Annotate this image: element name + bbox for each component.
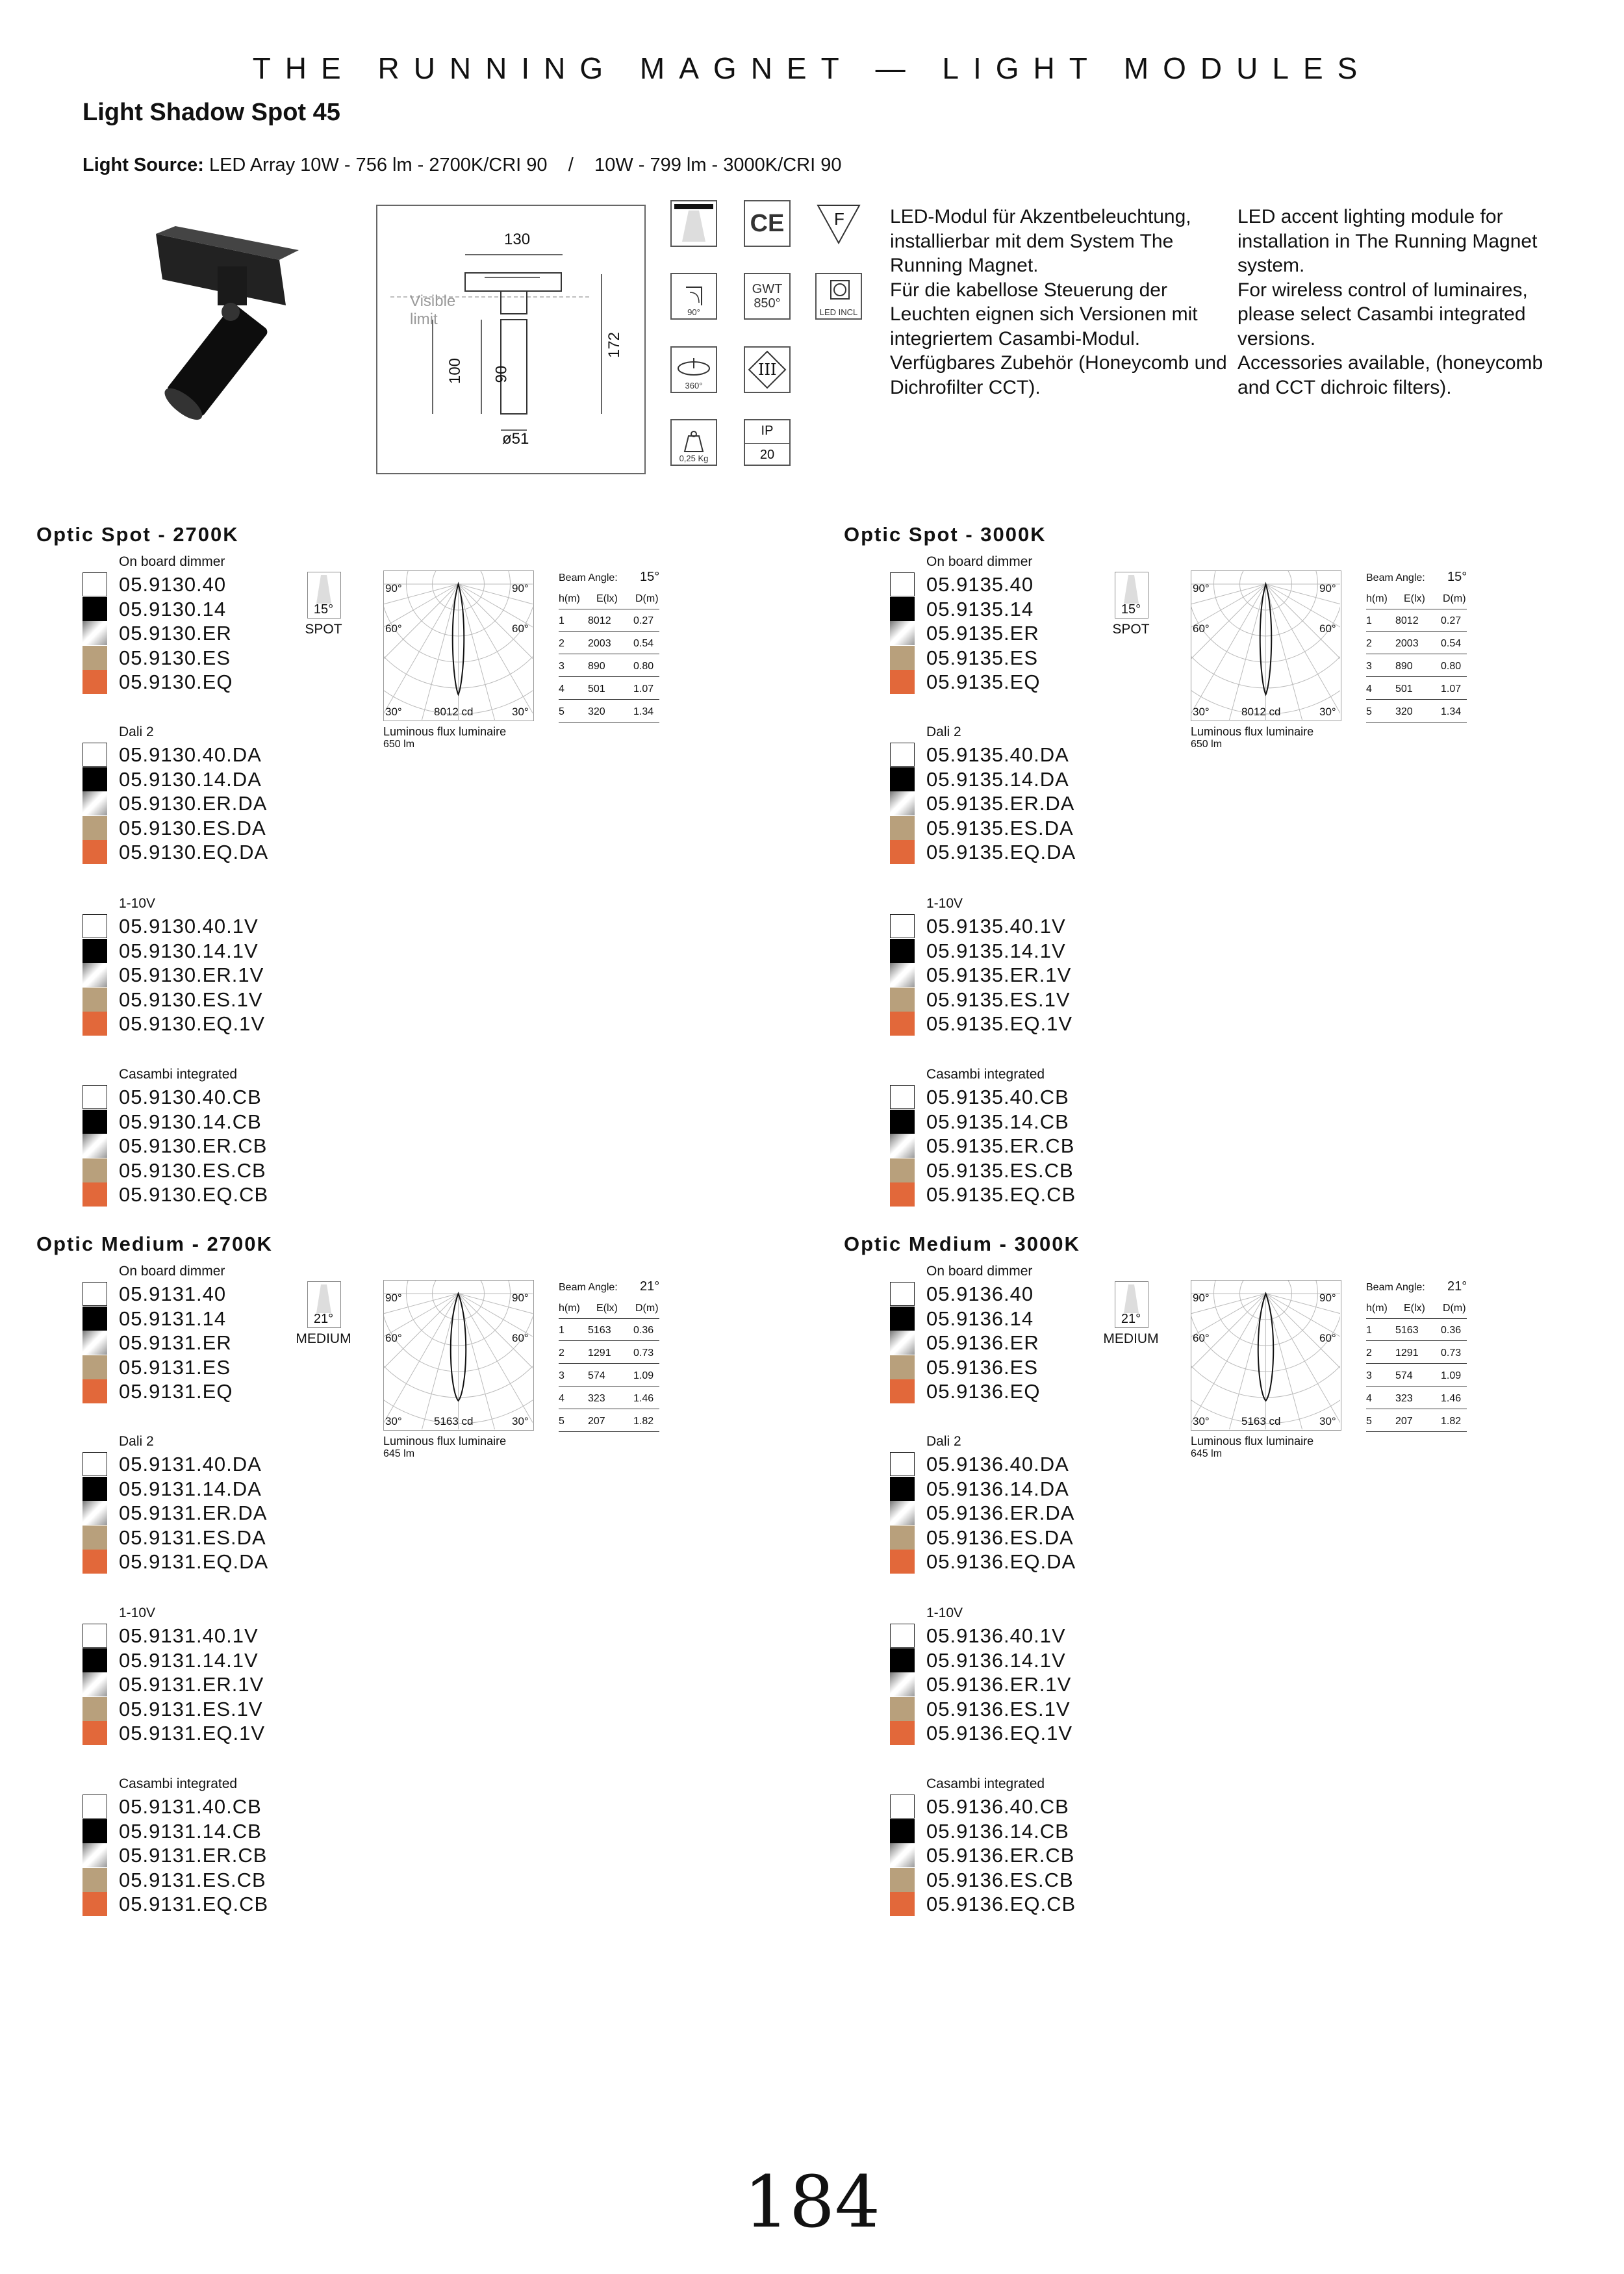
product-code: 05.9130.ES.DA <box>119 816 266 839</box>
product-code: 05.9131.40.1V <box>119 1624 259 1647</box>
beam-type: MEDIUM <box>296 1331 351 1346</box>
finish-swatch <box>82 597 107 621</box>
table-row: 3 890 0.80 <box>559 658 659 677</box>
finish-swatch <box>890 988 915 1012</box>
table-row: 2 1291 0.73 <box>559 1345 659 1364</box>
finish-swatch <box>890 621 915 645</box>
finish-swatch <box>890 1843 915 1867</box>
finish-swatch <box>890 1892 915 1916</box>
finish-swatch <box>890 597 915 621</box>
product-code: 05.9135.EQ.1V <box>926 1012 1072 1035</box>
beam-angle-value: 15° <box>1447 570 1467 584</box>
group-label: Dali 2 <box>926 724 961 739</box>
product-code: 05.9131.14.1V <box>119 1648 259 1672</box>
product-section <box>0 1233 754 1941</box>
beam-angle-value: 21° <box>640 1279 660 1294</box>
product-code: 05.9135.ER.1V <box>926 964 1072 986</box>
illuminance-table <box>1366 567 1470 723</box>
product-code: 05.9130.EQ.1V <box>119 1012 265 1035</box>
table-header-row: h(m) E(lx) D(m) <box>1366 591 1467 609</box>
product-code: 05.9135.14 <box>926 597 1034 620</box>
product-code: 05.9136.EQ.1V <box>926 1722 1072 1744</box>
finish-swatch <box>890 646 915 670</box>
finish-swatch <box>82 1355 107 1379</box>
dim-diameter: ø51 <box>502 430 529 448</box>
dim-172: 172 <box>605 331 624 359</box>
finish-swatch <box>890 939 915 963</box>
group-label: Casambi integrated <box>926 1067 1045 1082</box>
table-header-row: h(m) E(lx) D(m) <box>559 1300 659 1319</box>
product-code: 05.9136.ER.CB <box>926 1844 1075 1867</box>
table-row: 3 890 0.80 <box>1366 658 1467 677</box>
finish-swatch <box>890 1697 915 1721</box>
polar-label: 30° <box>512 1415 529 1427</box>
polar-label: 60° <box>512 1332 529 1344</box>
table-row: 1 8012 0.27 <box>1366 613 1467 632</box>
luminous-flux-label: Luminous flux luminaire <box>1191 1435 1314 1448</box>
polar-label: 30° <box>512 706 529 718</box>
table-row: 1 8012 0.27 <box>559 613 659 632</box>
product-code: 05.9136.40.1V <box>926 1624 1066 1647</box>
group-label: Dali 2 <box>926 1434 961 1449</box>
table-row: 1 5163 0.36 <box>1366 1322 1467 1341</box>
beam-angle-value: 21° <box>313 1312 334 1326</box>
table-header-row: h(m) E(lx) D(m) <box>1366 1300 1467 1319</box>
product-code: 05.9131.14 <box>119 1307 227 1330</box>
beam-type: SPOT <box>1112 622 1150 637</box>
luminous-flux-label: Luminous flux luminaire <box>383 725 507 738</box>
product-code: 05.9136.ES.CB <box>926 1868 1074 1891</box>
finish-swatch <box>890 1550 915 1574</box>
beam-angle-label: Beam Angle: <box>559 572 618 583</box>
product-section <box>807 523 1561 1231</box>
finish-swatch <box>890 1355 915 1379</box>
product-code: 05.9135.ES.1V <box>926 988 1071 1011</box>
finish-swatch <box>82 1012 107 1036</box>
beam-type: MEDIUM <box>1103 1331 1159 1346</box>
product-code: 05.9136.14 <box>926 1307 1034 1330</box>
table-header-row: h(m) E(lx) D(m) <box>559 591 659 609</box>
product-code: 05.9130.ES <box>119 646 231 669</box>
finish-swatch <box>82 791 107 815</box>
polar-label: 30° <box>1193 706 1210 718</box>
finish-swatch <box>82 1452 107 1476</box>
finish-swatch <box>82 670 107 694</box>
product-code: 05.9131.40.DA <box>119 1453 262 1476</box>
group-label: On board dimmer <box>926 554 1033 569</box>
finish-swatch <box>82 1134 107 1158</box>
table-row: 3 574 1.09 <box>559 1368 659 1386</box>
luminous-flux-label: Luminous flux luminaire <box>383 1435 507 1448</box>
finish-swatch <box>890 914 915 938</box>
product-code: 05.9136.40.CB <box>926 1795 1069 1818</box>
polar-label: 30° <box>1193 1415 1210 1427</box>
table-row: 4 501 1.07 <box>559 681 659 700</box>
product-code: 05.9135.14.CB <box>926 1110 1069 1133</box>
ce-mark-icon: CE <box>744 200 791 247</box>
polar-label: 90° <box>1319 1292 1336 1304</box>
polar-cd: 5163 cd <box>1241 1415 1281 1427</box>
product-code: 05.9135.ER.CB <box>926 1134 1075 1157</box>
polar-label: 90° <box>1319 582 1336 594</box>
finish-swatch <box>82 1624 107 1648</box>
product-code: 05.9131.14.CB <box>119 1819 262 1843</box>
f-mark-icon: F <box>815 200 862 247</box>
polar-label: 90° <box>512 582 529 594</box>
finish-swatch <box>890 1672 915 1696</box>
finish-swatch <box>890 1721 915 1745</box>
finish-swatch <box>890 1158 915 1182</box>
finish-swatch <box>890 1624 915 1648</box>
finish-swatch <box>82 939 107 963</box>
finish-swatch <box>82 1892 107 1916</box>
finish-swatch <box>82 988 107 1012</box>
illuminance-table <box>1366 1277 1470 1433</box>
product-code: 05.9130.ER.1V <box>119 964 264 986</box>
finish-swatch <box>82 1182 107 1207</box>
product-code: 05.9135.ER <box>926 622 1039 645</box>
polar-label: 60° <box>512 622 529 635</box>
finish-swatch <box>82 1282 107 1306</box>
product-code: 05.9131.ER <box>119 1331 232 1354</box>
group-label: Casambi integrated <box>926 1776 1045 1791</box>
finish-swatch <box>890 1085 915 1109</box>
product-code: 05.9136.ER.DA <box>926 1501 1075 1524</box>
table-row: 5 207 1.82 <box>1366 1413 1467 1432</box>
finish-swatch <box>82 1795 107 1819</box>
finish-swatch <box>890 1648 915 1672</box>
finish-swatch <box>82 767 107 791</box>
finish-swatch <box>890 816 915 840</box>
product-code: 05.9136.14.1V <box>926 1648 1066 1672</box>
section-title: Optic Spot - 3000K <box>844 523 1047 546</box>
polar-label: 30° <box>1319 1415 1336 1427</box>
product-code: 05.9136.14.DA <box>926 1477 1069 1500</box>
product-name: Light Shadow Spot 45 <box>82 99 340 126</box>
beam-angle-label: Beam Angle: <box>1366 572 1425 583</box>
finish-swatch <box>82 1697 107 1721</box>
product-code: 05.9130.40 <box>119 573 227 596</box>
product-code: 05.9130.14.DA <box>119 767 262 791</box>
product-code: 05.9135.EQ.DA <box>926 841 1076 863</box>
product-code: 05.9131.EQ.CB <box>119 1893 269 1915</box>
product-code: 05.9130.EQ.DA <box>119 841 269 863</box>
finish-swatch <box>82 1110 107 1134</box>
description-de: LED-Modul für Akzentbeleuchtung, installierbar mit dem System The Running Magnet. Für die kabellose Steuerung der Leuchten eignen sich Versionen mit integriertem Casambi-Modul. Verfügbares Zubehör (Honeycomb und Dichrofilter CCT). <box>890 206 1227 398</box>
product-code: 05.9136.ES <box>926 1355 1039 1379</box>
finish-swatch <box>82 1085 107 1109</box>
polar-label: 90° <box>385 1292 402 1304</box>
polar-label: 90° <box>1193 582 1210 594</box>
product-code: 05.9130.14.CB <box>119 1110 262 1133</box>
page-title: THE RUNNING MAGNET — LIGHT MODULES <box>252 51 1372 85</box>
group-label: Dali 2 <box>119 1434 154 1449</box>
finish-swatch <box>82 1672 107 1696</box>
product-code: 05.9130.ER.DA <box>119 792 268 815</box>
tilt-90-icon: 90° <box>670 273 717 320</box>
table-row: 2 1291 0.73 <box>1366 1345 1467 1364</box>
finish-swatch <box>890 1477 915 1501</box>
group-label: On board dimmer <box>119 554 225 569</box>
light-source-value: LED Array 10W - 756 lm - 2700K/CRI 90 / 10W - 799 lm - 3000K/CRI 90 <box>203 155 842 175</box>
table-row: 2 2003 0.54 <box>559 635 659 654</box>
product-code: 05.9131.ES <box>119 1355 231 1379</box>
beam-angle-value: 15° <box>640 570 660 584</box>
gwt-850-icon: GWT 850° <box>744 273 791 320</box>
product-code: 05.9135.ES.CB <box>926 1158 1074 1182</box>
section-title: Optic Medium - 2700K <box>36 1233 273 1255</box>
product-code: 05.9130.40.CB <box>119 1086 262 1108</box>
luminous-flux-value: 650 lm <box>383 739 415 750</box>
group-label: On board dimmer <box>119 1264 225 1279</box>
finish-swatch <box>890 1868 915 1892</box>
class-iii-icon: III <box>744 346 791 393</box>
dimension-drawing <box>376 205 646 474</box>
finish-swatch <box>890 1331 915 1355</box>
product-code: 05.9131.ES.DA <box>119 1526 266 1549</box>
product-code: 05.9136.40.DA <box>926 1453 1069 1476</box>
product-code: 05.9131.40 <box>119 1283 227 1305</box>
polar-label: 90° <box>512 1292 529 1304</box>
product-code: 05.9131.ER.DA <box>119 1501 268 1524</box>
product-code: 05.9135.40 <box>926 573 1034 596</box>
product-code: 05.9131.40.CB <box>119 1795 262 1818</box>
beam-angle-value: 21° <box>1121 1312 1141 1326</box>
polar-label: 90° <box>1193 1292 1210 1304</box>
finish-swatch <box>82 1843 107 1867</box>
product-section <box>807 1233 1561 1941</box>
finish-swatch <box>82 572 107 596</box>
product-code: 05.9130.ES.CB <box>119 1158 266 1182</box>
table-row: 1 5163 0.36 <box>559 1322 659 1341</box>
finish-swatch <box>890 670 915 694</box>
weight-icon: 0,25 Kg <box>670 419 717 466</box>
beam-angle-label: Beam Angle: <box>1366 1282 1425 1293</box>
product-section <box>0 523 754 1231</box>
finish-swatch <box>890 1182 915 1207</box>
dim-90: 90 <box>492 365 511 383</box>
polar-cd: 8012 cd <box>1241 706 1281 718</box>
product-code: 05.9131.EQ <box>119 1380 233 1403</box>
product-code: 05.9136.ES.DA <box>926 1526 1074 1549</box>
product-code: 05.9130.ER.CB <box>119 1134 268 1157</box>
dim-width: 130 <box>504 231 531 248</box>
finish-swatch <box>890 963 915 987</box>
product-code: 05.9131.14.DA <box>119 1477 262 1500</box>
track-light-icon <box>670 200 717 247</box>
product-code: 05.9131.EQ.1V <box>119 1722 265 1744</box>
light-source <box>82 155 841 176</box>
group-label: 1-10V <box>926 1605 963 1620</box>
page-number: 184 <box>744 2160 880 2243</box>
finish-swatch <box>890 1819 915 1843</box>
finish-swatch <box>890 1307 915 1331</box>
illuminance-table <box>559 1277 663 1433</box>
polar-label: 30° <box>385 706 402 718</box>
polar-label: 60° <box>385 622 402 635</box>
finish-swatch <box>82 1648 107 1672</box>
finish-swatch <box>82 1868 107 1892</box>
product-code: 05.9130.40.1V <box>119 915 259 938</box>
finish-swatch <box>890 1110 915 1134</box>
luminous-flux-value: 650 lm <box>1191 739 1223 750</box>
polar-label: 60° <box>385 1332 402 1344</box>
product-code: 05.9136.ES.1V <box>926 1697 1071 1720</box>
section-title: Optic Spot - 2700K <box>36 523 239 546</box>
finish-swatch <box>82 1721 107 1745</box>
table-row: 4 323 1.46 <box>559 1390 659 1409</box>
product-code: 05.9136.ER <box>926 1331 1039 1354</box>
table-row: 4 501 1.07 <box>1366 681 1467 700</box>
finish-swatch <box>890 1795 915 1819</box>
product-code: 05.9135.40.1V <box>926 915 1066 938</box>
product-code: 05.9136.ER.1V <box>926 1673 1072 1696</box>
finish-swatch <box>890 1134 915 1158</box>
finish-swatch <box>890 840 915 864</box>
product-code: 05.9130.EQ.CB <box>119 1183 269 1206</box>
polar-label: 60° <box>1193 622 1210 635</box>
group-label: 1-10V <box>926 896 963 911</box>
group-label: Casambi integrated <box>119 1067 238 1082</box>
product-code: 05.9135.EQ <box>926 671 1041 693</box>
finish-swatch <box>82 1819 107 1843</box>
table-row: 3 574 1.09 <box>1366 1368 1467 1386</box>
table-row: 5 207 1.82 <box>559 1413 659 1432</box>
product-code: 05.9130.14.1V <box>119 939 259 962</box>
product-code: 05.9136.EQ <box>926 1380 1041 1403</box>
section-title: Optic Medium - 3000K <box>844 1233 1080 1255</box>
finish-swatch <box>82 1550 107 1574</box>
luminous-flux-value: 645 lm <box>1191 1448 1223 1459</box>
ip-rating-icon: IP 20 <box>744 419 791 466</box>
finish-swatch <box>82 1526 107 1550</box>
product-code: 05.9135.14.1V <box>926 939 1066 962</box>
product-code: 05.9130.40.DA <box>119 743 262 766</box>
beam-angle-value: 15° <box>1121 602 1141 617</box>
rotate-360-icon: 360° <box>670 346 717 393</box>
finish-swatch <box>82 743 107 767</box>
finish-swatch <box>82 1307 107 1331</box>
visible-limit-label: Visible limit <box>410 292 456 328</box>
finish-swatch <box>82 1477 107 1501</box>
product-code: 05.9131.ER.1V <box>119 1673 264 1696</box>
table-row: 5 320 1.34 <box>559 704 659 722</box>
polar-cd: 8012 cd <box>434 706 474 718</box>
group-label: Dali 2 <box>119 724 154 739</box>
polar-label: 60° <box>1319 1332 1336 1344</box>
finish-swatch <box>890 791 915 815</box>
product-code: 05.9130.EQ <box>119 671 233 693</box>
led-incl-icon: LED INCL <box>815 273 862 320</box>
finish-swatch <box>82 646 107 670</box>
group-label: 1-10V <box>119 1605 156 1620</box>
finish-swatch <box>890 1526 915 1550</box>
product-code: 05.9136.14.CB <box>926 1819 1069 1843</box>
finish-swatch <box>82 1158 107 1182</box>
finish-swatch <box>82 816 107 840</box>
polar-cd: 5163 cd <box>434 1415 474 1427</box>
group-label: Casambi integrated <box>119 1776 238 1791</box>
polar-label: 60° <box>1193 1332 1210 1344</box>
product-code: 05.9136.40 <box>926 1283 1034 1305</box>
polar-label: 30° <box>1319 706 1336 718</box>
product-code: 05.9130.ES.1V <box>119 988 263 1011</box>
product-photo <box>130 221 312 442</box>
beam-type: SPOT <box>305 622 342 637</box>
product-code: 05.9135.ER.DA <box>926 792 1075 815</box>
polar-label: 60° <box>1319 622 1336 635</box>
luminous-flux-value: 645 lm <box>383 1448 415 1459</box>
polar-label: 30° <box>385 1415 402 1427</box>
finish-swatch <box>82 1501 107 1525</box>
finish-swatch <box>890 1282 915 1306</box>
beam-angle-value: 21° <box>1447 1279 1467 1294</box>
table-row: 4 323 1.46 <box>1366 1390 1467 1409</box>
product-code: 05.9136.EQ.CB <box>926 1893 1076 1915</box>
product-code: 05.9130.ER <box>119 622 232 645</box>
finish-swatch <box>890 572 915 596</box>
product-code: 05.9135.40.DA <box>926 743 1069 766</box>
product-code: 05.9130.14 <box>119 597 227 620</box>
finish-swatch <box>82 914 107 938</box>
product-code: 05.9135.ES.DA <box>926 816 1074 839</box>
product-code: 05.9131.ES.CB <box>119 1868 266 1891</box>
finish-swatch <box>82 1379 107 1403</box>
finish-swatch <box>890 743 915 767</box>
product-code: 05.9135.EQ.CB <box>926 1183 1076 1206</box>
product-code: 05.9135.40.CB <box>926 1086 1069 1108</box>
product-code: 05.9136.EQ.DA <box>926 1550 1076 1573</box>
product-code: 05.9131.EQ.DA <box>119 1550 269 1573</box>
luminous-flux-label: Luminous flux luminaire <box>1191 725 1314 738</box>
description-en: LED accent lighting module for installation in The Running Magnet system. For wireless control of luminaires, please select Casambi integrated versions. Accessories available, (honeycomb and CCT dichroic filters). <box>1237 206 1543 398</box>
table-row: 5 320 1.34 <box>1366 704 1467 722</box>
light-source-label: Light Source: <box>82 155 204 175</box>
group-label: On board dimmer <box>926 1264 1033 1279</box>
finish-swatch <box>890 1012 915 1036</box>
illuminance-table <box>559 567 663 723</box>
beam-angle-label: Beam Angle: <box>559 1282 618 1293</box>
polar-label: 90° <box>385 582 402 594</box>
finish-swatch <box>890 767 915 791</box>
product-code: 05.9135.14.DA <box>926 767 1069 791</box>
finish-swatch <box>82 621 107 645</box>
beam-angle-value: 15° <box>313 602 334 617</box>
finish-swatch <box>82 963 107 987</box>
finish-swatch <box>890 1379 915 1403</box>
product-code: 05.9135.ES <box>926 646 1039 669</box>
finish-swatch <box>890 1452 915 1476</box>
group-label: 1-10V <box>119 896 156 911</box>
finish-swatch <box>890 1501 915 1525</box>
product-code: 05.9131.ES.1V <box>119 1697 263 1720</box>
finish-swatch <box>82 1331 107 1355</box>
table-row: 2 2003 0.54 <box>1366 635 1467 654</box>
dim-100: 100 <box>446 357 464 385</box>
finish-swatch <box>82 840 107 864</box>
product-code: 05.9131.ER.CB <box>119 1844 268 1867</box>
